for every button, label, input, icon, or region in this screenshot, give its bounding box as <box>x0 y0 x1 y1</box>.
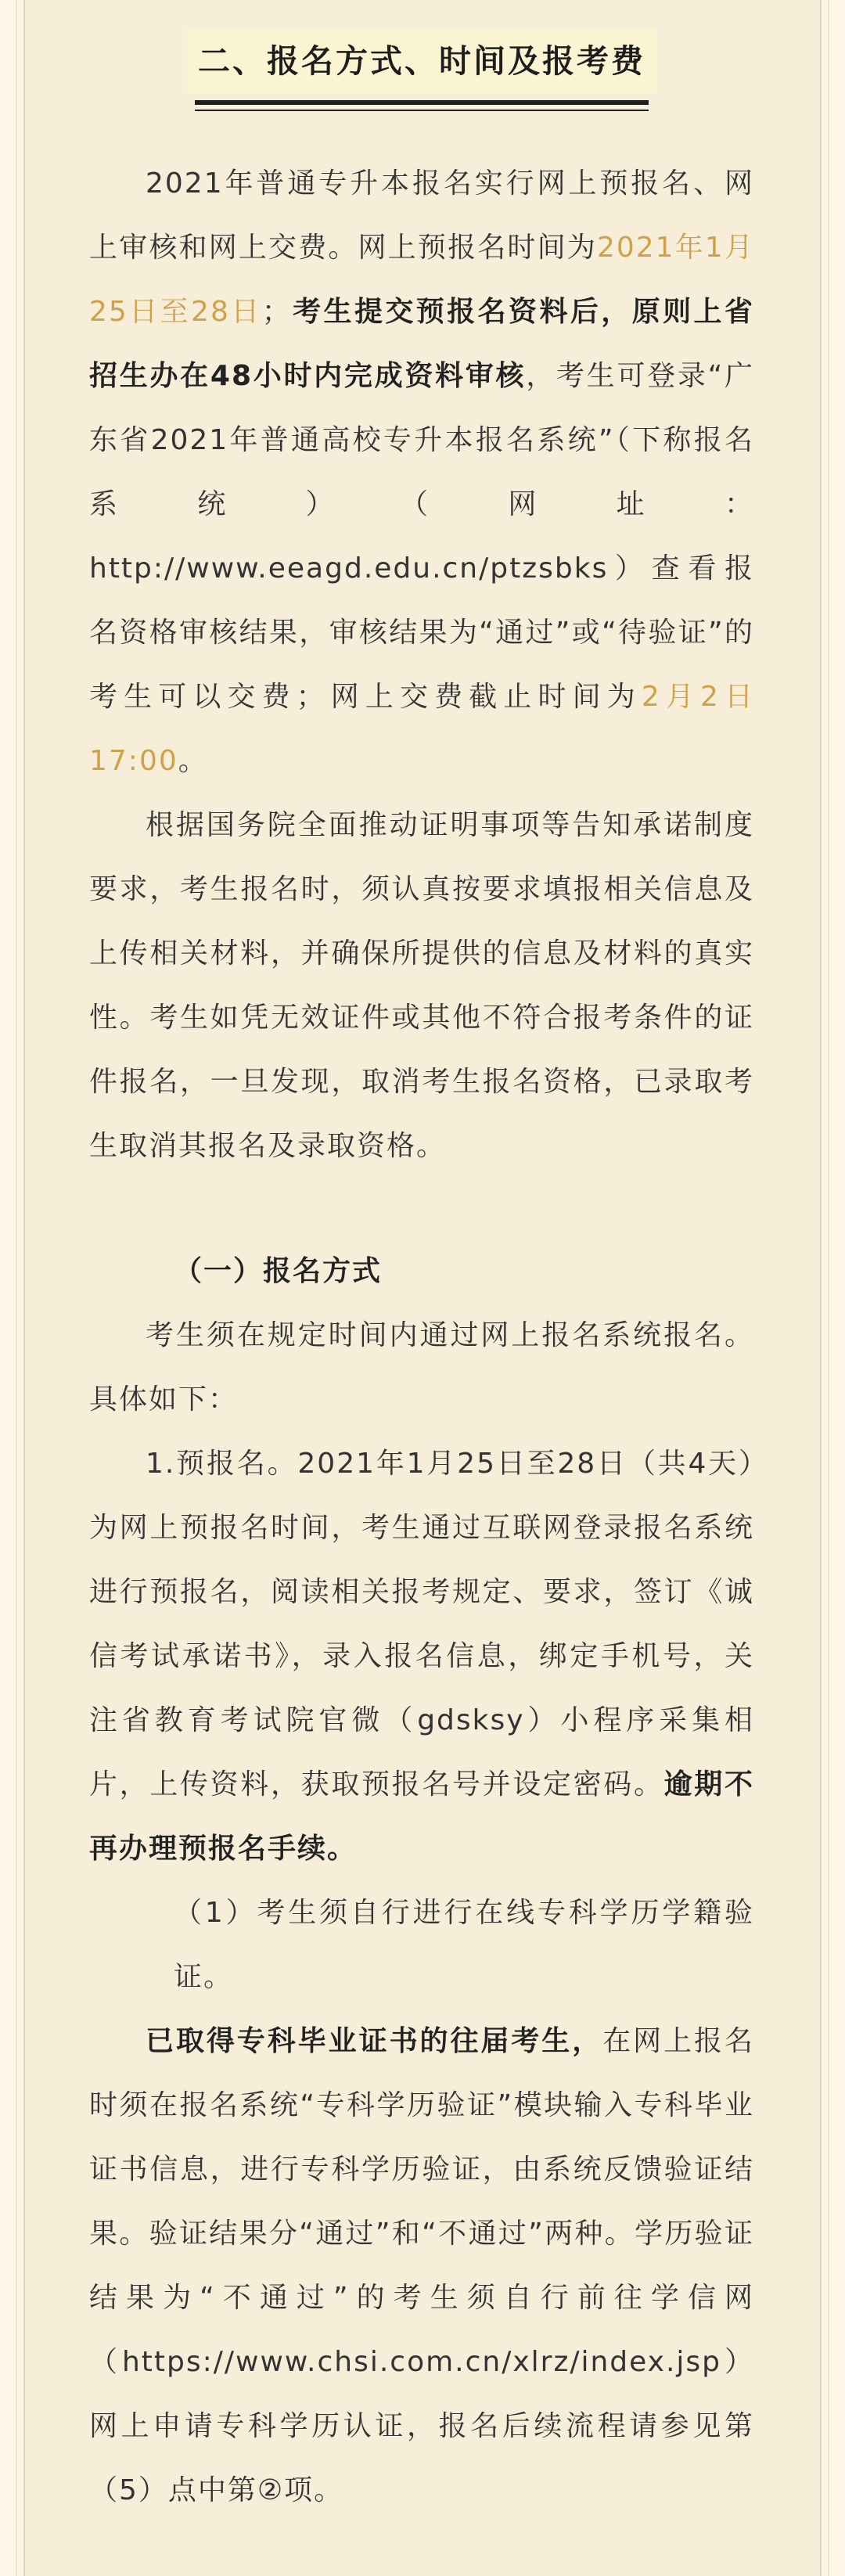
paragraph-graduate-verification <box>89 2009 754 2523</box>
text-run: ，考生可登录“广东省2021年普通高校专升本报名系统”（下称报名系统）（网址：http://www.eeagd.edu.cn/ptzsbks）查看报名资格审核结果，审核结果为“通过”或“待验证”的考生可以交费；网上交费截止时间为 <box>89 360 754 713</box>
highlight-date-prereg: 2021年1月25日至28日 <box>89 232 754 328</box>
bold-review-notice: 考生提交预报名资料后，原则上省招生办在48小时内完成资料审核 <box>89 296 754 392</box>
title-underline-thick <box>195 100 649 105</box>
paragraph-commitment-policy: 根据国务院全面推动证明事项等告知承诺制度要求，考生报名时，须认真按要求填报相关信息及上传相关材料，并确保所提供的信息及材料的真实性。考生如凭无效证件或其他不符合报考条件的证件报名，一旦发现，取消考生报名资格，已录取考生取消其报名及录取资格。 <box>89 809 754 1162</box>
section-title-block <box>89 28 754 111</box>
text-run: ； <box>261 296 292 328</box>
subsection-heading: （一）报名方式 <box>174 1255 383 1287</box>
article-body <box>89 28 754 2523</box>
paragraph-registration-overview <box>89 152 754 793</box>
section-title: 二、报名方式、时间及报考费 <box>187 28 656 94</box>
bold-graduate-label: 已取得专科毕业证书的往届考生， <box>146 2025 603 2057</box>
paragraph-prereg-item <box>89 1432 754 1881</box>
text-run: 在网上报名时须在报名系统“专科学历验证”模块输入专科毕业证书信息，进行专科学历验证，由系统反馈验证结果。验证结果分“通过”和“不通过”两种。学历验证结果为“不通过”的考生须自行前往学信网（https://www.chsi.com.cn/xlrz/index.jsp）网上申请专科学历认证，报名后续流程请参见第（5）点中第②项。 <box>89 2025 754 2506</box>
left-frame-border <box>0 0 25 2576</box>
paragraph-verification-item: （1）考生须自行进行在线专科学历学籍验证。 <box>174 1897 754 1993</box>
highlight-payment-deadline: 2月2日17:00 <box>89 681 754 777</box>
right-frame-border <box>820 0 845 2576</box>
text-run: 1.预报名。2021年1月25日至28日（共4天）为网上预报名时间，考生通过互联网登录报名系统进行预报名，阅读相关报考规定、要求，签订《诚信考试承诺书》，录入报名信息，绑定手机号，关注省教育考试院官微（gdsksy）小程序采集相片，上传资料，获取预报名号并设定密码。 <box>89 1448 754 1801</box>
bold-deadline-notice: 逾期不再办理预报名手续。 <box>89 1768 754 1865</box>
title-underline-thin <box>195 110 649 111</box>
text-run: 。 <box>178 745 208 777</box>
spacer <box>89 1178 754 1239</box>
text-run: 2021年普通专升本报名实行网上预报名、网上审核和网上交费。网上预报名时间为 <box>89 167 754 264</box>
paragraph-method-intro: 考生须在规定时间内通过网上报名系统报名。具体如下： <box>89 1319 754 1416</box>
